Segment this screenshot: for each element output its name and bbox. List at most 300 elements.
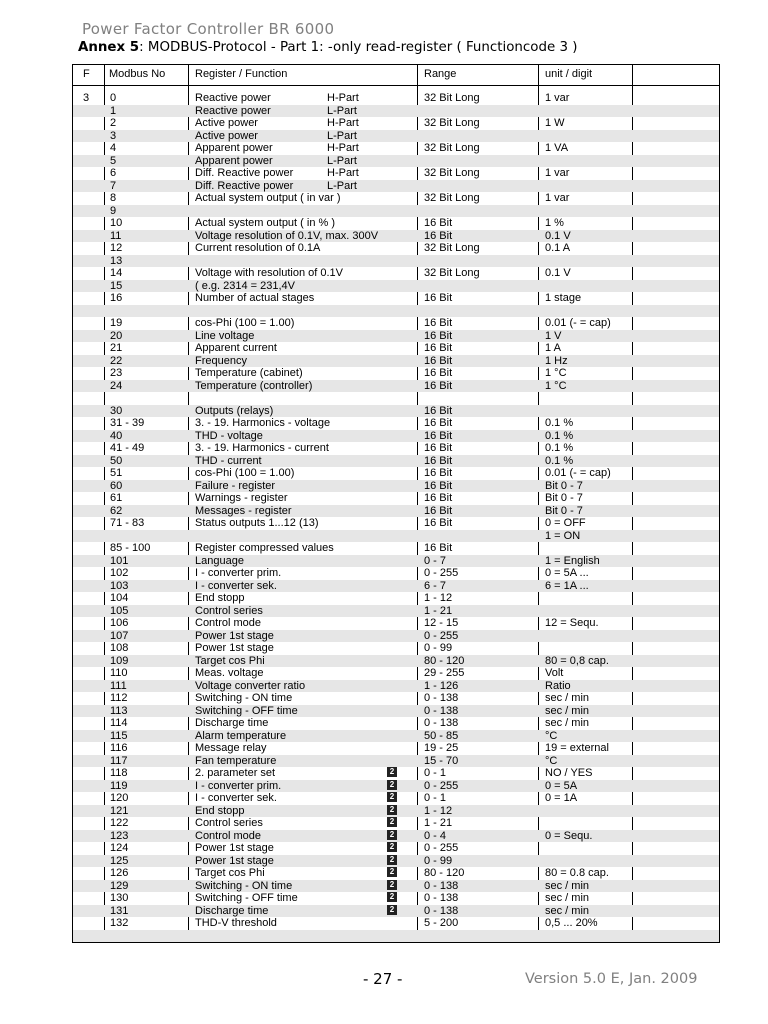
table-row <box>73 105 719 118</box>
cell-range: 32 Bit Long <box>424 242 480 254</box>
parameter-set-2-icon: 2 <box>387 792 397 802</box>
cell-unit: sec / min <box>545 904 590 917</box>
cell-register: Power 1st stage <box>195 642 274 654</box>
cell-modbus-no: 41 - 49 <box>110 442 145 454</box>
cell-register-part: H-Part <box>327 142 359 154</box>
cell-modbus-no: 120 <box>110 792 129 804</box>
table-row <box>73 830 719 843</box>
cell-modbus-no: 6 <box>110 167 117 179</box>
table-row <box>73 305 719 318</box>
cell-register: Control mode <box>195 617 262 629</box>
cell-register: Diff. Reactive power <box>195 179 294 192</box>
table-row <box>73 342 719 355</box>
cell-unit: °C <box>545 754 558 767</box>
table-row <box>73 405 719 418</box>
cell-unit: 0.1 A <box>545 242 571 254</box>
table-row <box>73 417 719 430</box>
cell-register: Alarm temperature <box>195 729 287 742</box>
cell-register: Discharge time <box>195 904 269 917</box>
annex-text: : MODBUS-Protocol - Part 1: -only read-register ( Functioncode 3 ) <box>139 40 578 55</box>
col-header-f: F <box>83 68 90 80</box>
cell-range: 16 Bit <box>424 442 453 454</box>
cell-modbus-no: 19 <box>110 317 123 329</box>
cell-modbus-no: 85 - 100 <box>110 542 151 554</box>
annex-label: Annex 5 <box>78 40 140 55</box>
cell-range: 16 Bit <box>424 229 453 242</box>
table-row <box>73 692 719 705</box>
cell-range: 1 - 21 <box>424 817 453 829</box>
cell-range: 16 Bit <box>424 292 453 304</box>
cell-register: cos-Phi (100 = 1.00) <box>195 467 295 479</box>
cell-modbus-no: 13 <box>110 254 123 267</box>
table-row <box>73 767 719 780</box>
table-row <box>73 230 719 243</box>
table-row <box>73 555 719 568</box>
cell-unit: NO / YES <box>545 767 593 779</box>
cell-unit: 1 var <box>545 167 570 179</box>
table-row <box>73 317 719 330</box>
cell-range: 0 - 7 <box>424 554 447 567</box>
cell-modbus-no: 60 <box>110 479 123 492</box>
table-row <box>73 667 719 680</box>
cell-unit: 1 °C <box>545 367 567 379</box>
cell-modbus-no: 11 <box>110 229 122 242</box>
parameter-set-2-icon: 2 <box>387 905 397 915</box>
table-row <box>73 905 719 918</box>
cell-register: Switching - ON time <box>195 692 293 704</box>
table-row <box>73 430 719 443</box>
parameter-set-2-icon: 2 <box>387 880 397 890</box>
cell-range: 32 Bit Long <box>424 92 480 104</box>
cell-range: 32 Bit Long <box>424 167 480 179</box>
cell-unit: 1 Hz <box>545 354 568 367</box>
cell-modbus-no: 129 <box>110 879 129 892</box>
cell-register: I - converter sek. <box>195 792 277 804</box>
cell-range: 1 - 21 <box>424 604 453 617</box>
table-row <box>73 792 719 805</box>
table-row <box>73 617 719 630</box>
cell-register: Actual system output ( in % ) <box>195 217 335 229</box>
cell-register: Failure - register <box>195 479 276 492</box>
cell-range: 0 - 138 <box>424 704 459 717</box>
cell-unit: °C <box>545 729 558 742</box>
cell-range: 0 - 99 <box>424 854 453 867</box>
cell-modbus-no: 50 <box>110 454 123 467</box>
cell-range: 0 - 1 <box>424 792 447 804</box>
cell-modbus-no: 124 <box>110 842 129 854</box>
cell-modbus-no: 125 <box>110 854 129 867</box>
cell-register: I - converter prim. <box>195 779 282 792</box>
cell-modbus-no: 102 <box>110 567 129 579</box>
cell-register: THD - current <box>195 454 262 467</box>
cell-range: 1 - 12 <box>424 804 453 817</box>
cell-range: 50 - 85 <box>424 729 459 742</box>
cell-range: 16 Bit <box>424 492 453 504</box>
table-row <box>73 492 719 505</box>
cell-register-part: L-Part <box>327 154 357 167</box>
cell-unit: 0 = Sequ. <box>545 829 593 842</box>
cell-range: 32 Bit Long <box>424 192 480 204</box>
cell-register: Meas. voltage <box>195 667 264 679</box>
cell-unit: Bit 0 - 7 <box>545 504 583 517</box>
cell-register: Fan temperature <box>195 754 277 767</box>
table-row <box>73 755 719 768</box>
table-row <box>73 867 719 880</box>
cell-range: 12 - 15 <box>424 617 459 629</box>
version-label: Version 5.0 E, Jan. 2009 <box>525 971 698 987</box>
cell-unit: 0.1 % <box>545 417 574 429</box>
parameter-set-2-icon: 2 <box>387 780 397 790</box>
cell-modbus-no: 109 <box>110 654 129 667</box>
cell-modbus-no: 130 <box>110 892 129 904</box>
table-row <box>73 542 719 555</box>
cell-unit: 80 = 0.8 cap. <box>545 867 609 879</box>
cell-unit: 0.1 V <box>545 229 571 242</box>
cell-register: Warnings - register <box>195 492 288 504</box>
cell-modbus-no: 12 <box>110 242 123 254</box>
cell-register: 3. - 19. Harmonics - current <box>195 442 329 454</box>
cell-range: 32 Bit Long <box>424 267 480 279</box>
table-row <box>73 642 719 655</box>
cell-unit: 0.1 V <box>545 267 571 279</box>
cell-unit: 0 = 5A <box>545 779 578 792</box>
table-row <box>73 917 719 930</box>
table-row <box>73 817 719 830</box>
cell-register: Temperature (controller) <box>195 379 313 392</box>
table-header <box>73 65 719 86</box>
table-row <box>73 517 719 530</box>
cell-unit: 19 = external <box>545 742 609 754</box>
cell-register: THD - voltage <box>195 429 263 442</box>
cell-modbus-no: 119 <box>110 779 128 792</box>
table-row <box>73 180 719 193</box>
cell-unit: 0.01 (- = cap) <box>545 317 611 329</box>
cell-modbus-no: 107 <box>110 629 129 642</box>
cell-register-part: H-Part <box>327 117 359 129</box>
cell-range: 16 Bit <box>424 542 453 554</box>
cell-range: 6 - 7 <box>424 579 447 592</box>
cell-range: 16 Bit <box>424 329 453 342</box>
cell-register: Active power <box>195 129 258 142</box>
cell-register: End stopp <box>195 592 245 604</box>
cell-range: 0 - 255 <box>424 567 459 579</box>
table-row <box>73 255 719 268</box>
table-row <box>73 217 719 230</box>
cell-unit: 0.1 % <box>545 429 574 442</box>
cell-range: 16 Bit <box>424 454 453 467</box>
cell-range: 16 Bit <box>424 354 453 367</box>
table-row <box>73 92 719 105</box>
cell-register: Control mode <box>195 829 262 842</box>
cell-modbus-no: 117 <box>110 754 128 767</box>
cell-modbus-no: 24 <box>110 379 123 392</box>
cell-unit: sec / min <box>545 892 590 904</box>
cell-range: 80 - 120 <box>424 654 465 667</box>
cell-modbus-no: 0 <box>110 92 117 104</box>
table-row <box>73 117 719 130</box>
parameter-set-2-icon: 2 <box>387 892 397 902</box>
table-row <box>73 567 719 580</box>
table-row <box>73 880 719 893</box>
cell-range: 32 Bit Long <box>424 117 480 129</box>
annex-heading <box>78 40 577 55</box>
table-row <box>73 330 719 343</box>
cell-modbus-no: 112 <box>110 692 128 704</box>
cell-unit: Bit 0 - 7 <box>545 492 583 504</box>
cell-unit: 1 = ON <box>545 529 581 542</box>
cell-range: 1 - 126 <box>424 679 459 692</box>
cell-modbus-no: 108 <box>110 642 129 654</box>
cell-range: 15 - 70 <box>424 754 459 767</box>
table-row <box>73 280 719 293</box>
table-row <box>73 292 719 305</box>
col-header-range: Range <box>424 68 457 80</box>
table-row <box>73 242 719 255</box>
cell-range: 19 - 25 <box>424 742 459 754</box>
cell-range: 0 - 255 <box>424 629 459 642</box>
cell-modbus-no: 114 <box>110 717 128 729</box>
cell-register: Control series <box>195 604 263 617</box>
cell-range: 0 - 138 <box>424 692 459 704</box>
table-row <box>73 167 719 180</box>
cell-register: Frequency <box>195 354 247 367</box>
table-row <box>73 267 719 280</box>
cell-register: Power 1st stage <box>195 629 274 642</box>
table-row <box>73 155 719 168</box>
cell-range: 16 Bit <box>424 404 453 417</box>
cell-register: Switching - OFF time <box>195 704 298 717</box>
cell-unit: 1 % <box>545 217 564 229</box>
cell-modbus-no: 126 <box>110 867 129 879</box>
cell-unit: 6 = 1A ... <box>545 579 589 592</box>
cell-register: Line voltage <box>195 329 255 342</box>
cell-register: Message relay <box>195 742 267 754</box>
cell-modbus-no: 104 <box>110 592 129 604</box>
cell-modbus-no: 7 <box>110 179 117 192</box>
cell-modbus-no: 51 <box>110 467 123 479</box>
cell-register-part: H-Part <box>327 92 359 104</box>
cell-register: Voltage with resolution of 0.1V <box>195 267 343 279</box>
cell-register: Target cos Phi <box>195 867 265 879</box>
table-row <box>73 680 719 693</box>
cell-modbus-no: 1 <box>110 104 117 117</box>
cell-unit: 1 var <box>545 192 570 204</box>
cell-register: I - converter sek. <box>195 579 277 592</box>
cell-range: 16 Bit <box>424 479 453 492</box>
cell-range: 0 - 1 <box>424 767 447 779</box>
cell-modbus-no: 116 <box>110 742 128 754</box>
cell-modbus-no: 4 <box>110 142 117 154</box>
cell-range: 0 - 138 <box>424 892 459 904</box>
cell-unit: 80 = 0,8 cap. <box>545 654 609 667</box>
parameter-set-2-icon: 2 <box>387 817 397 827</box>
table-row <box>73 855 719 868</box>
cell-unit: sec / min <box>545 879 590 892</box>
modbus-register-table <box>72 64 720 943</box>
cell-range: 5 - 200 <box>424 917 459 929</box>
table-row <box>73 205 719 218</box>
table-row <box>73 505 719 518</box>
cell-range: 16 Bit <box>424 417 453 429</box>
parameter-set-2-icon: 2 <box>387 830 397 840</box>
cell-range: 0 - 138 <box>424 879 459 892</box>
parameter-set-2-icon: 2 <box>387 805 397 815</box>
cell-register: Target cos Phi <box>195 654 265 667</box>
cell-unit: 0.01 (- = cap) <box>545 467 611 479</box>
table-row <box>73 705 719 718</box>
cell-modbus-no: 30 <box>110 404 123 417</box>
cell-register: Register compressed values <box>195 542 334 554</box>
cell-modbus-no: 22 <box>110 354 123 367</box>
table-row <box>73 730 719 743</box>
table-row <box>73 892 719 905</box>
cell-register: Control series <box>195 817 263 829</box>
cell-modbus-no: 105 <box>110 604 129 617</box>
cell-unit: 1 VA <box>545 142 569 154</box>
cell-modbus-no: 62 <box>110 504 123 517</box>
table-row <box>73 805 719 818</box>
cell-register: Status outputs 1...12 (13) <box>195 517 319 529</box>
cell-register: cos-Phi (100 = 1.00) <box>195 317 295 329</box>
cell-range: 0 - 4 <box>424 829 447 842</box>
cell-range: 16 Bit <box>424 517 453 529</box>
cell-register: ( e.g. 2314 = 231,4V <box>195 279 295 292</box>
cell-range: 16 Bit <box>424 504 453 517</box>
cell-modbus-no: 5 <box>110 154 117 167</box>
table-row <box>73 367 719 380</box>
cell-modbus-no: 2 <box>110 117 117 129</box>
cell-register: Active power <box>195 117 258 129</box>
cell-range: 32 Bit Long <box>424 142 480 154</box>
table-row <box>73 455 719 468</box>
cell-unit: sec / min <box>545 704 590 717</box>
parameter-set-2-icon: 2 <box>387 855 397 865</box>
cell-register: Messages - register <box>195 504 292 517</box>
cell-register: THD-V threshold <box>195 917 277 929</box>
cell-register: Current resolution of 0.1A <box>195 242 321 254</box>
cell-range: 0 - 99 <box>424 642 453 654</box>
cell-register: Apparent power <box>195 154 273 167</box>
cell-unit: 1 A <box>545 342 561 354</box>
cell-unit: 0 = OFF <box>545 517 586 529</box>
cell-range: 16 Bit <box>424 429 453 442</box>
col-header-register: Register / Function <box>195 68 288 80</box>
cell-unit: 0.1 % <box>545 442 574 454</box>
cell-register: Temperature (cabinet) <box>195 367 303 379</box>
header-title: Power Factor Controller BR 6000 <box>82 20 335 38</box>
cell-modbus-no: 61 <box>110 492 123 504</box>
cell-range: 16 Bit <box>424 217 453 229</box>
cell-modbus-no: 10 <box>110 217 123 229</box>
cell-modbus-no: 21 <box>110 342 123 354</box>
cell-range: 80 - 120 <box>424 867 465 879</box>
table-row <box>73 530 719 543</box>
table-row <box>73 742 719 755</box>
cell-f: 3 <box>83 92 90 104</box>
cell-unit: 0 = 5A ... <box>545 567 589 579</box>
cell-register: 3. - 19. Harmonics - voltage <box>195 417 331 429</box>
cell-unit: 0 = 1A <box>545 792 578 804</box>
cell-register: Number of actual stages <box>195 292 315 304</box>
table-row <box>73 580 719 593</box>
cell-modbus-no: 131 <box>110 904 129 917</box>
cell-range: 16 Bit <box>424 379 453 392</box>
cell-range: 0 - 255 <box>424 779 459 792</box>
table-row <box>73 630 719 643</box>
parameter-set-2-icon: 2 <box>387 767 397 777</box>
table-row <box>73 655 719 668</box>
cell-register: Outputs (relays) <box>195 404 274 417</box>
cell-unit: Volt <box>545 667 564 679</box>
table-row <box>73 592 719 605</box>
cell-range: 1 - 12 <box>424 592 453 604</box>
table-row <box>73 192 719 205</box>
cell-register: Apparent current <box>195 342 277 354</box>
table-row <box>73 780 719 793</box>
cell-unit: 1 V <box>545 329 562 342</box>
cell-modbus-no: 8 <box>110 192 117 204</box>
cell-unit: 1 var <box>545 92 570 104</box>
table-row <box>73 392 719 405</box>
cell-register: Power 1st stage <box>195 842 274 854</box>
cell-register-part: L-Part <box>327 104 357 117</box>
cell-modbus-no: 40 <box>110 429 123 442</box>
parameter-set-2-icon: 2 <box>387 842 397 852</box>
cell-register: Apparent power <box>195 142 273 154</box>
table-row <box>73 605 719 618</box>
cell-modbus-no: 15 <box>110 279 123 292</box>
table-row <box>73 442 719 455</box>
cell-unit: Ratio <box>545 679 571 692</box>
cell-range: 0 - 255 <box>424 842 459 854</box>
table-row <box>73 130 719 143</box>
cell-modbus-no: 14 <box>110 267 123 279</box>
cell-register: Reactive power <box>195 92 271 104</box>
cell-unit: 1 stage <box>545 292 582 304</box>
cell-range: 0 - 138 <box>424 717 459 729</box>
cell-modbus-no: 31 - 39 <box>110 417 145 429</box>
table-row <box>73 717 719 730</box>
cell-register: I - converter prim. <box>195 567 282 579</box>
cell-unit: 0.1 % <box>545 454 574 467</box>
table-row <box>73 380 719 393</box>
cell-modbus-no: 71 - 83 <box>110 517 145 529</box>
cell-modbus-no: 23 <box>110 367 123 379</box>
cell-register: Discharge time <box>195 717 269 729</box>
cell-range: 29 - 255 <box>424 667 465 679</box>
table-row <box>73 355 719 368</box>
cell-register: 2. parameter set <box>195 767 276 779</box>
cell-modbus-no: 111 <box>110 679 127 692</box>
cell-modbus-no: 20 <box>110 329 123 342</box>
cell-unit: sec / min <box>545 692 590 704</box>
cell-unit: 0,5 ... 20% <box>545 917 598 929</box>
col-header-unit: unit / digit <box>545 68 593 80</box>
cell-modbus-no: 3 <box>110 129 117 142</box>
cell-register: Reactive power <box>195 104 271 117</box>
cell-register: Voltage resolution of 0.1V, max. 300V <box>195 229 379 242</box>
cell-modbus-no: 122 <box>110 817 129 829</box>
cell-unit: 1 = English <box>545 554 600 567</box>
cell-register: Switching - OFF time <box>195 892 298 904</box>
cell-range: 16 Bit <box>424 317 453 329</box>
table-row <box>73 930 719 943</box>
cell-range: 16 Bit <box>424 342 453 354</box>
cell-range: 0 - 138 <box>424 904 459 917</box>
cell-modbus-no: 16 <box>110 292 123 304</box>
cell-modbus-no: 118 <box>110 767 128 779</box>
cell-register-part: L-Part <box>327 129 357 142</box>
